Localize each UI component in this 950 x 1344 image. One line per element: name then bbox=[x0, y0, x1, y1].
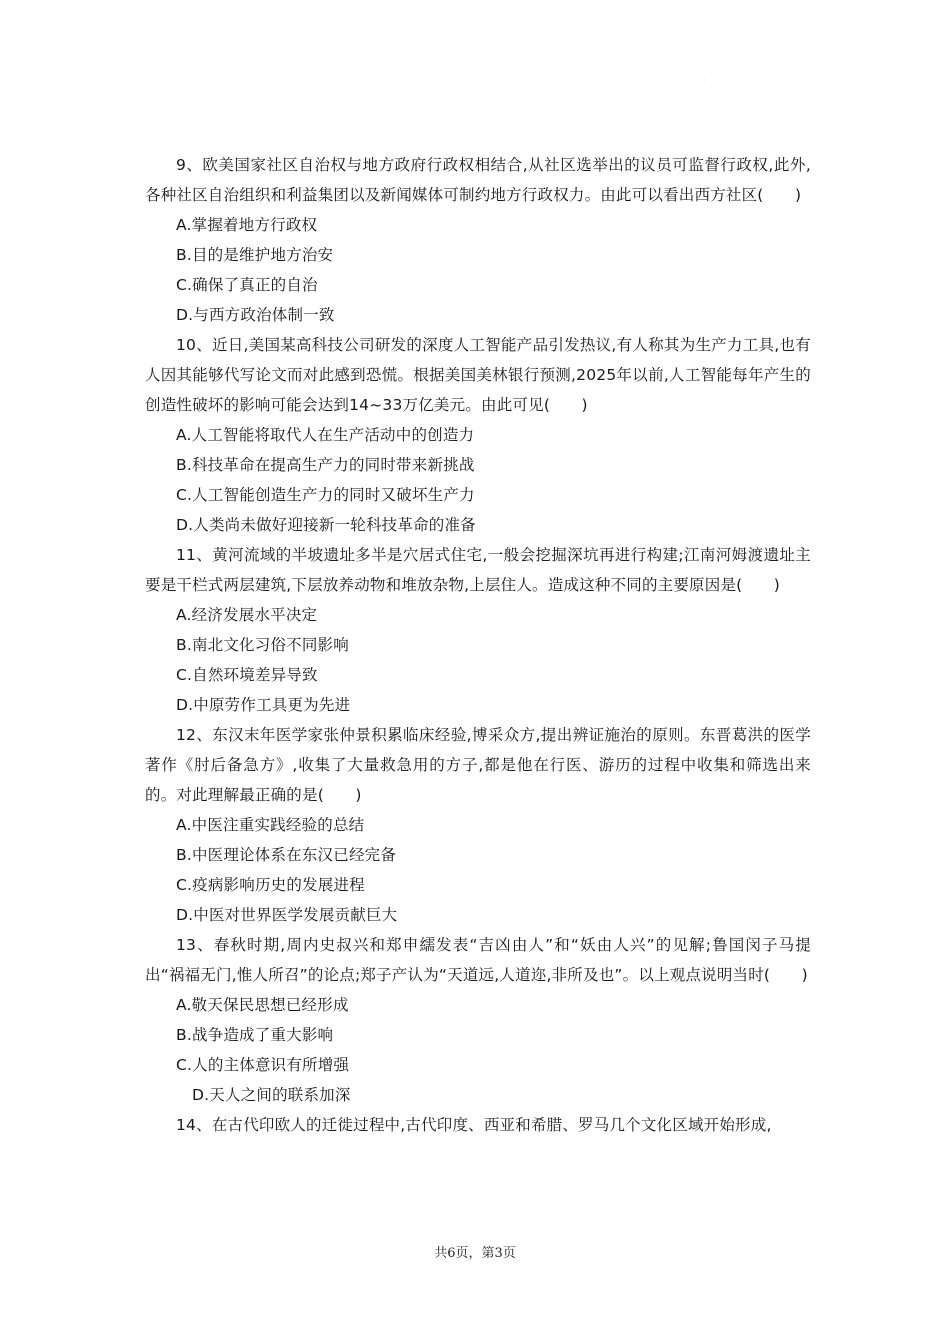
question-14 bbox=[145, 1110, 811, 1140]
question-list bbox=[145, 150, 811, 1140]
option-list bbox=[145, 990, 811, 1110]
option-d: D.人类尚未做好迎接新一轮科技革命的准备 bbox=[176, 516, 476, 534]
option-list bbox=[145, 810, 811, 930]
option-b: B.科技革命在提高生产力的同时带来新挑战 bbox=[176, 456, 475, 474]
option-d: D.中原劳作工具更为先进 bbox=[176, 696, 351, 714]
option-b: B.南北文化习俗不同影响 bbox=[176, 636, 349, 654]
option-b: B.战争造成了重大影响 bbox=[176, 1026, 334, 1044]
option-a: A.掌握着地方行政权 bbox=[176, 216, 318, 234]
question-12 bbox=[145, 720, 811, 930]
option-c: C.疫病影响历史的发展进程 bbox=[176, 876, 365, 894]
option-a: A.敬天保民思想已经形成 bbox=[176, 996, 349, 1014]
header-mark: · bbox=[703, 76, 706, 85]
option-list bbox=[145, 210, 811, 330]
option-d: D.与西方政治体制一致 bbox=[176, 306, 335, 324]
option-a: A.中医注重实践经验的总结 bbox=[176, 816, 365, 834]
option-c: C.人工智能创造生产力的同时又破坏生产力 bbox=[176, 486, 475, 504]
option-list bbox=[145, 600, 811, 720]
question-stem: 11、黄河流域的半坡遗址多半是穴居式住宅,一般会挖掘深坑再进行构建;江南河姆渡遗址主要是干栏式两层建筑,下层放养动物和堆放杂物,上层住人。造成这种不同的主要原因是( ) bbox=[145, 546, 811, 594]
question-9 bbox=[145, 150, 811, 330]
option-d: D.天人之间的联系加深 bbox=[192, 1086, 351, 1104]
question-13 bbox=[145, 930, 811, 1110]
option-c: C.人的主体意识有所增强 bbox=[176, 1056, 350, 1074]
page-footer: 共6页，第3页 bbox=[434, 1246, 516, 1261]
question-10 bbox=[145, 330, 811, 540]
question-stem: 14、在古代印欧人的迁徙过程中,古代印度、西亚和希腊、罗马几个文化区域开始形成, bbox=[176, 1116, 772, 1134]
question-stem: 12、东汉末年医学家张仲景积累临床经验,博采众方,提出辨证施治的原则。东晋葛洪的医学著作《肘后备急方》,收集了大量救急用的方子,都是他在行医、游历的过程中收集和筛选出来的。对此理解最正确的是( ) bbox=[145, 726, 811, 804]
option-b: B.目的是维护地方治安 bbox=[176, 246, 334, 264]
option-b: B.中医理论体系在东汉已经完备 bbox=[176, 846, 397, 864]
option-a: A.人工智能将取代人在生产活动中的创造力 bbox=[176, 426, 475, 444]
question-stem: 13、春秋时期,周内史叔兴和郑申繻发表“吉凶由人”和“妖由人兴”的见解;鲁国闵子马提出“祸福无门,惟人所召”的论点;郑子产认为“天道远,人道迩,非所及也”。以上观点说明当时( ) bbox=[145, 936, 811, 984]
option-d: D.中医对世界医学发展贡献巨大 bbox=[176, 906, 398, 924]
question-stem: 10、近日,美国某高科技公司研发的深度人工智能产品引发热议,有人称其为生产力工具,也有人因其能够代写论文而对此感到恐慌。根据美国美林银行预测,2025年以前,人工智能每年产生的创造性破坏的影响可能会达到14~33万亿美元。由此可见( ) bbox=[145, 336, 811, 414]
question-stem: 9、欧美国家社区自治权与地方政府行政权相结合,从社区选举出的议员可监督行政权,此外,各种社区自治组织和利益集团以及新闻媒体可制约地方行政权力。由此可以看出西方社区( ) bbox=[145, 156, 811, 204]
option-c: C.自然环境差异导致 bbox=[176, 666, 318, 684]
option-list bbox=[145, 420, 811, 540]
option-c: C.确保了真正的自治 bbox=[176, 276, 318, 294]
question-11 bbox=[145, 540, 811, 720]
option-a: A.经济发展水平决定 bbox=[176, 606, 318, 624]
